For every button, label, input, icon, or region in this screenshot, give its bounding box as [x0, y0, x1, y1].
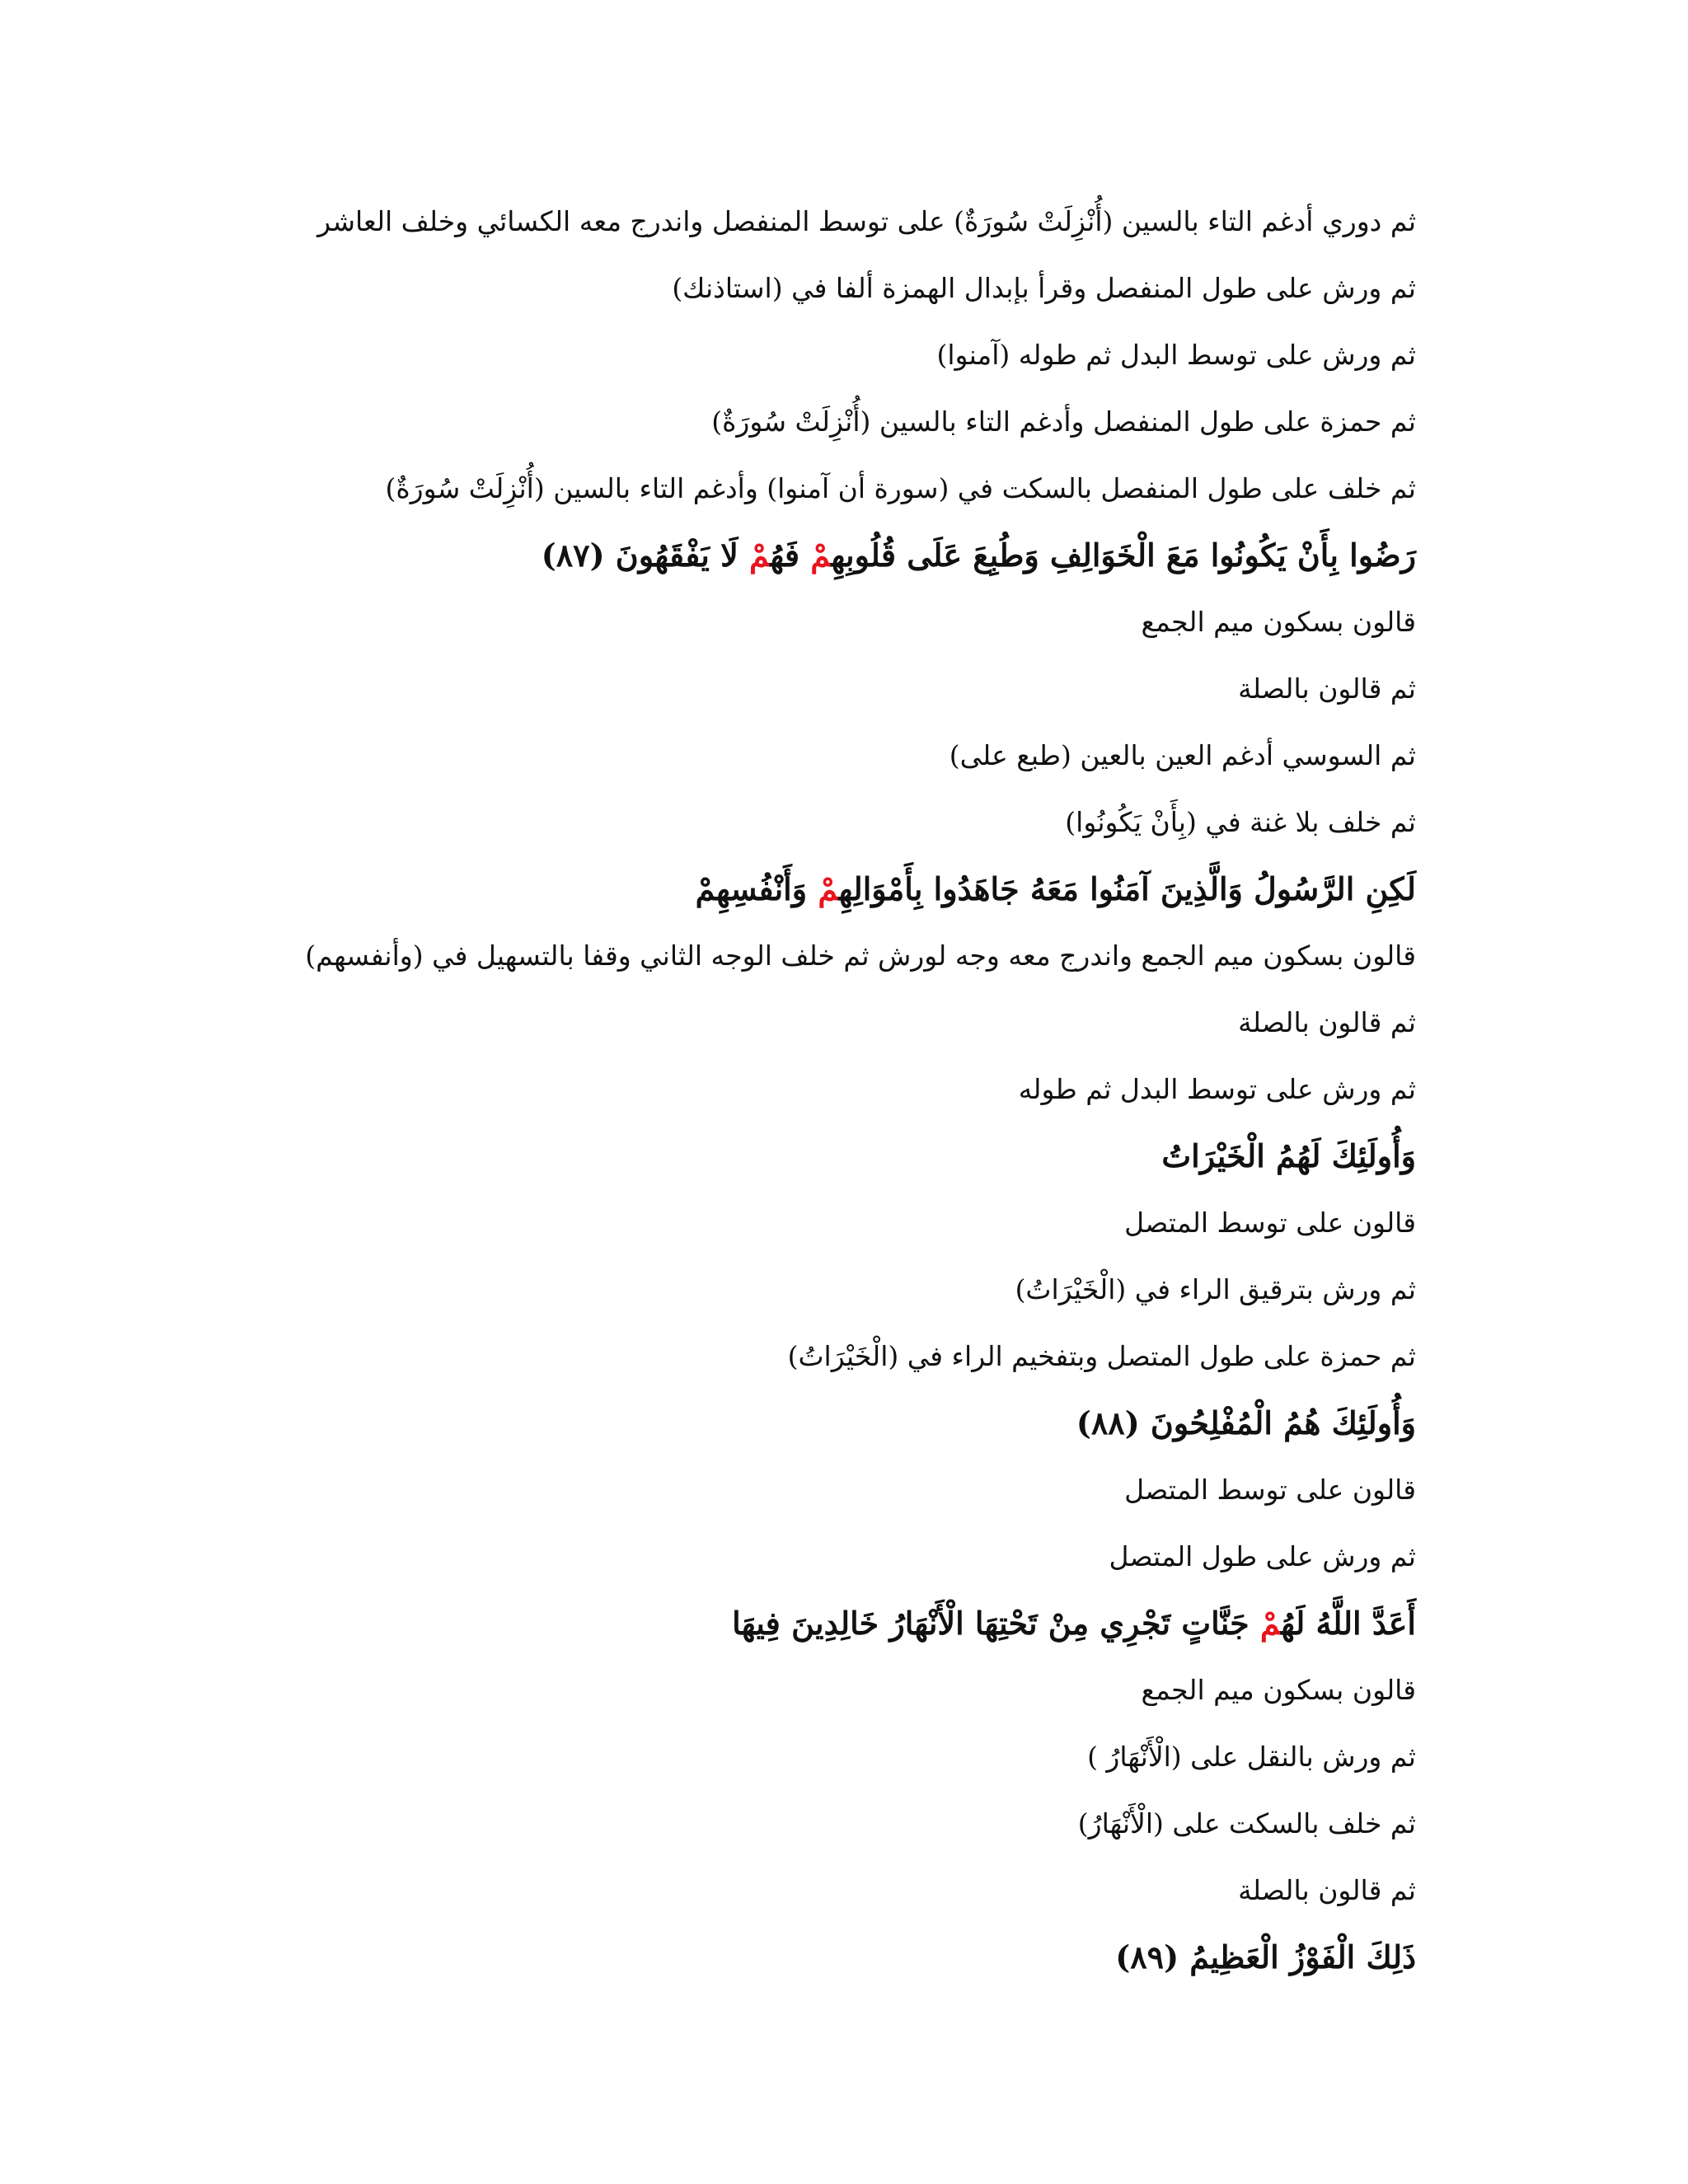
- highlighted-mim: مْ: [818, 870, 839, 907]
- commentary-line: [394, 321, 1416, 388]
- line-text: ثم حمزة على طول المنفصل وأدغم التاء بالسين (أُنْزِلَتْ سُورَةٌ): [711, 405, 1416, 438]
- commentary-line: [394, 1657, 1416, 1723]
- line-text: وَأُولَئِكَ هُمُ الْمُفْلِحُونَ (٨٨): [1076, 1404, 1416, 1441]
- line-text: ذَلِكَ الْفَوْزُ الْعَظِيمُ (٨٩): [1115, 1938, 1416, 1975]
- commentary-line: [394, 655, 1416, 722]
- commentary-line: [394, 1256, 1416, 1323]
- line-text: قالون بسكون ميم الجمع: [1141, 606, 1416, 638]
- commentary-line: [394, 1790, 1416, 1857]
- line-text: ثم ورش بالنقل على (الْأَنْهَارُ ): [1087, 1741, 1416, 1773]
- line-text: ثم خلف بالسكت على (الْأَنْهَارُ): [1077, 1807, 1416, 1840]
- commentary-line: [394, 1323, 1416, 1390]
- line-text: ثم دوري أدغم التاء بالسين (أُنْزِلَتْ سُورَةٌ) على توسط المنفصل واندرج معه الكسائي وخلف العاشر: [317, 205, 1416, 237]
- verse-line: [394, 522, 1416, 588]
- line-text: ثم ورش بترقيق الراء في (الْخَيْرَاتُ): [1015, 1273, 1416, 1305]
- highlighted-mim: مْ: [1259, 1605, 1282, 1642]
- line-text: ثم ورش على طول المتصل: [1109, 1540, 1416, 1572]
- document-page: [305, 188, 1416, 1990]
- line-text: ثم قالون بالصلة: [1238, 1006, 1416, 1038]
- line-text: وَأُولَئِكَ لَهُمُ الْخَيْرَاتُ: [1161, 1137, 1416, 1174]
- commentary-line: [394, 388, 1416, 455]
- line-text: ثم خلف على طول المنفصل بالسكت في (سورة أن آمنوا) وأدغم التاء بالسين (أُنْزِلَتْ سُورَةٌ): [385, 472, 1416, 504]
- verse-line: [394, 1590, 1416, 1657]
- verse-line: [394, 1122, 1416, 1189]
- line-text: ثم ورش على طول المنفصل وقرأ بإبدال الهمزة ألفا في (استاذنك): [672, 272, 1416, 304]
- line-text: لَا يَفْقَهُونَ (٨٧): [541, 537, 750, 574]
- line-text: ثم حمزة على طول المتصل وبتفخيم الراء في (الْخَيْرَاتُ): [787, 1340, 1416, 1372]
- commentary-line: [394, 1189, 1416, 1256]
- line-text: قالون بسكون ميم الجمع واندرج معه وجه لورش ثم خلف الوجه الثاني وقفا بالتسهيل في (وأنفسهم): [305, 940, 1416, 972]
- line-text: قالون على توسط المتصل: [1124, 1207, 1416, 1239]
- commentary-line: [394, 989, 1416, 1056]
- highlighted-mim: مْ: [749, 537, 771, 574]
- commentary-line: [394, 1056, 1416, 1122]
- line-text: فَهُ: [770, 537, 811, 574]
- commentary-line: [385, 455, 1416, 522]
- line-text: قالون على توسط المتصل: [1124, 1474, 1416, 1506]
- verse-line: [394, 1390, 1416, 1456]
- line-text: ثم قالون بالصلة: [1238, 1874, 1416, 1906]
- line-text: قالون بسكون ميم الجمع: [1141, 1674, 1416, 1706]
- commentary-line: [394, 588, 1416, 655]
- line-text: أَعَدَّ اللَّهُ لَهُ: [1281, 1605, 1416, 1642]
- text-body: [305, 188, 1416, 1990]
- commentary-line: [394, 1523, 1416, 1590]
- line-text: جَنَّاتٍ تَجْرِي مِنْ تَحْتِهَا الْأَنْهَارُ خَالِدِينَ فِيهَا: [732, 1605, 1260, 1642]
- line-text: ثم خلف بلا غنة في (بِأَنْ يَكُونُوا): [1065, 806, 1416, 838]
- commentary-line: [394, 255, 1416, 321]
- line-text: لَكِنِ الرَّسُولُ وَالَّذِينَ آمَنُوا مَعَهُ جَاهَدُوا بِأَمْوَالِهِ: [838, 870, 1416, 907]
- commentary-line: [394, 722, 1416, 789]
- commentary-line: [305, 922, 1416, 989]
- commentary-line: [394, 1723, 1416, 1790]
- verse-line: [394, 855, 1416, 922]
- line-text: ثم ورش على توسط البدل ثم طوله (آمنوا): [936, 339, 1416, 371]
- highlighted-mim: مْ: [810, 537, 832, 574]
- line-text: رَضُوا بِأَنْ يَكُونُوا مَعَ الْخَوَالِفِ وَطُبِعَ عَلَى قُلُوبِهِ: [831, 537, 1416, 574]
- line-text: ثم قالون بالصلة: [1238, 673, 1416, 705]
- line-text: وَأَنْفُسِهِمْ: [695, 870, 818, 907]
- verse-line: [394, 1924, 1416, 1990]
- commentary-line: [394, 789, 1416, 855]
- commentary-line: [317, 188, 1416, 255]
- line-text: ثم السوسي أدغم العين بالعين (طبع على): [949, 739, 1416, 771]
- line-text: ثم ورش على توسط البدل ثم طوله: [1018, 1073, 1416, 1105]
- commentary-line: [394, 1456, 1416, 1523]
- commentary-line: [394, 1857, 1416, 1924]
